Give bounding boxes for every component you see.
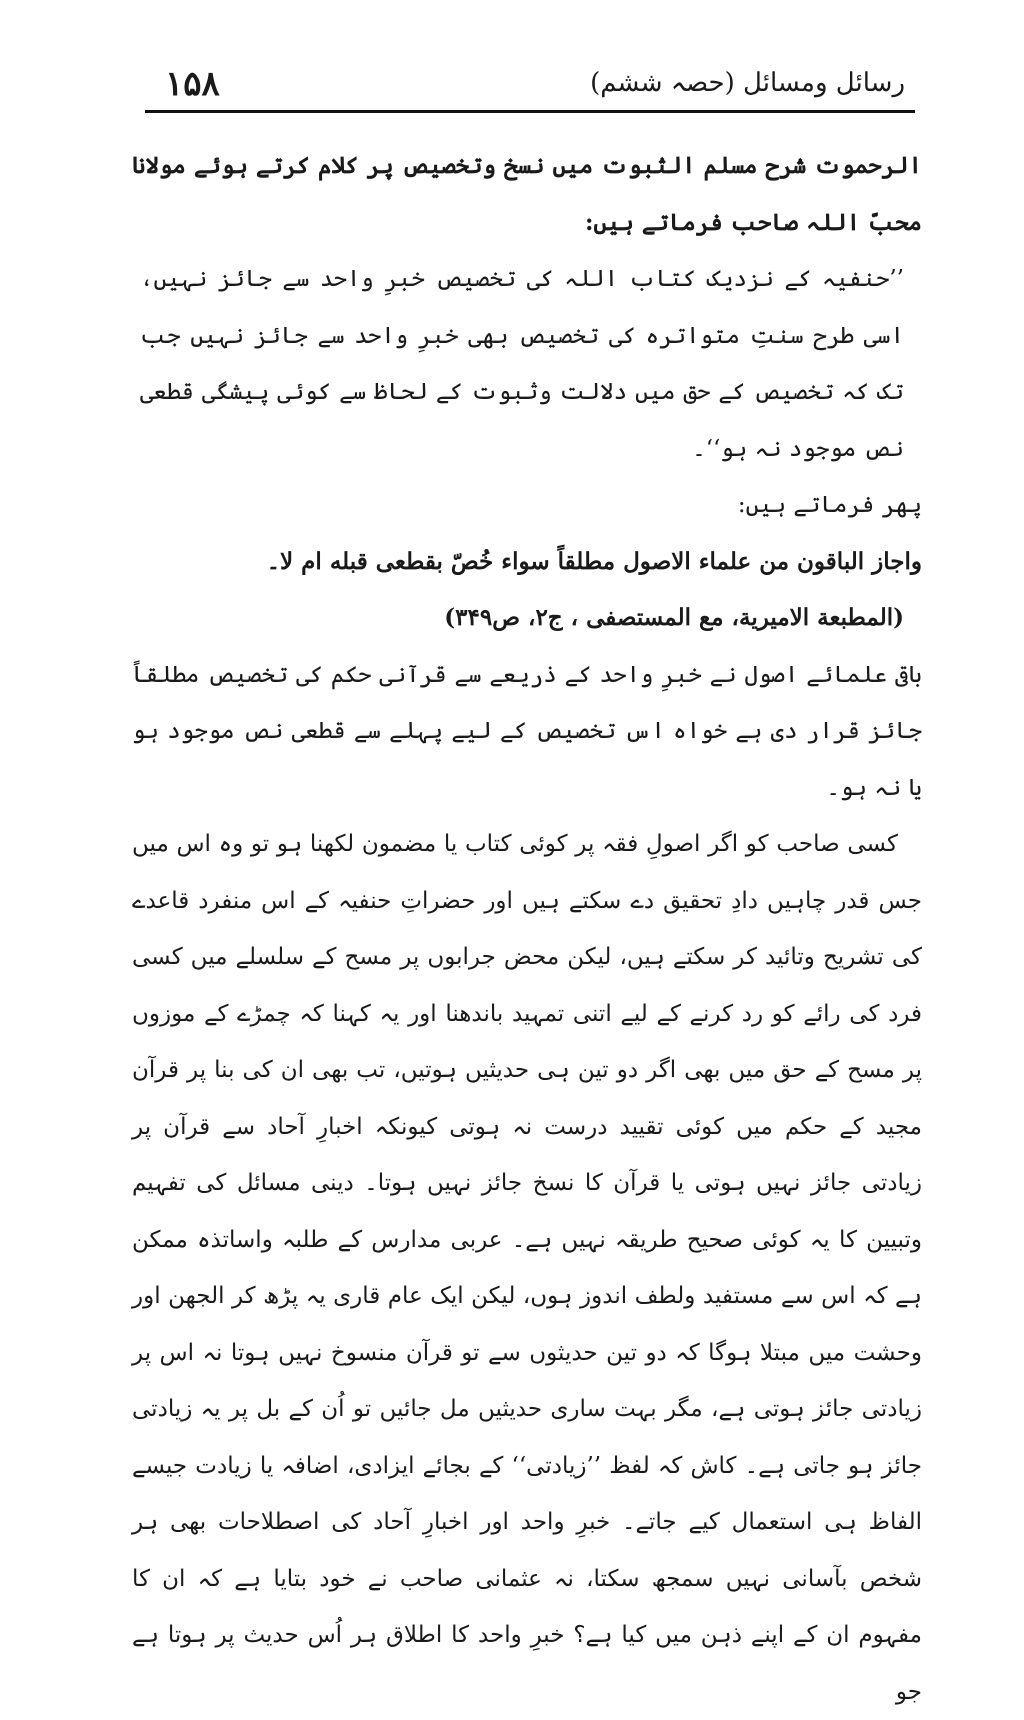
page-number: ۱۵۸ <box>165 64 220 104</box>
intro-paragraph: الرحموت شرح مسلم الثبوت میں نسخ وتخصیص پر کلام کرتے ہوئے مولانا محبّ اللہ صاحب فرماتے ہیں: <box>132 152 922 236</box>
header-divider <box>145 110 915 113</box>
translation-paragraph: باقی علمائے اصول نے خبرِ واحد کے ذریعے سے قرآنی حکم کی تخصیص مطلقاً جائز قرار دی ہے خواہ اس تخصیص کے لیے پہلے سے قطعی نص موجود ہو یا نہ ہو۔ <box>132 661 922 801</box>
urdu-quotation: ’’حنفیہ کے نزدیک کتاب اللہ کی تخصیص خبرِ واحد سے جائز نہیں، اسی طرح سنتِ متواترہ کی تخصیص بھی خبرِ واحد سے جائز نہیں جب تک کہ تخصیص کے حق میں دلالت وثبوت کے لحاظ سے کوئی پیشگی قطعی نص موجود نہ ہو‘‘۔ <box>140 266 904 462</box>
commentary-paragraph: کسی صاحب کو اگر اصولِ فقہ پر کوئی کتاب یا مضمون لکھنا ہو تو وہ اس میں جس قدر چاہیں دادِ تحقیق دے سکتے ہیں اور حضراتِ حنفیہ کے اس منفرد قاعدے کی تشریح وتائید کر سکتے ہیں، لیکن محض جرابوں پر مسح کے سلسلے میں کسی فرد کی رائے کو رد کرنے کے لیے اتنی تمہید باندھنا اور یہ کہنا کہ چمڑے کے موزوں پر مسح کے حق میں بھی اگر دو تین ہی حدیثیں ہوتیں، تب بھی ان کی بنا پر قرآن مجید کے حکم میں کوئی تقیید درست نہ ہوتی کیونکہ اخبارِ آحاد سے قرآن پر زیادتی جائز نہیں ہوتی یا قرآن کا نسخ جائز نہیں ہوتا۔ دینی مسائل کی تفہیم وتبیین کا یہ کوئی صحیح طریقہ نہیں ہے۔ عربی مدارس کے طلبہ واساتذہ ممکن ہے کہ اس سے مستفید ولطف اندوز ہوں، لیکن ایک عام قاری یہ پڑھ کر الجھن اور وحشت میں مبتلا ہوگا کہ دو تین حدیثوں سے تو قرآن منسوخ نہیں ہوتا نہ اس پر زیادتی جائز ہوتی ہے، مگر بہت ساری حدیثیں مل جائیں تو اُن کے بل پر یہ زیادتی جائز ہو جاتی ہے۔ کاش کہ لفظ ’’زیادتی‘‘ کے بجائے ایزادی، اضافہ یا زیادت جیسے الفاظ ہی استعمال کیے جاتے۔ خبرِ واحد اور اخبارِ آحاد کی اصطلاحات بھی ہر شخص بآسانی نہیں سمجھ سکتا، نہ عثمانی صاحب نے خود بتایا ہے کہ ان کا مفہوم ان کے اپنے ذہن میں کیا ہے؟ خبرِ واحد کا اطلاق ہر اُس حدیث پر ہوتا ہے جو <box>132 831 922 1705</box>
arabic-citation: (المطبعة الاميرية، مع المستصفى ، ج۲، ص۳۴۹) <box>444 604 904 631</box>
arabic-quotation: واجاز الباقون من علماء الاصول مطلقاً سواء خُصّ بقطعی قبله ام لا۔ <box>266 547 922 575</box>
page-header <box>145 60 905 110</box>
running-title: رسائل ومسائل (حصہ ششم) <box>590 68 905 98</box>
page-body <box>132 138 922 1720</box>
transition-line: پھر فرماتے ہیں: <box>737 492 922 518</box>
